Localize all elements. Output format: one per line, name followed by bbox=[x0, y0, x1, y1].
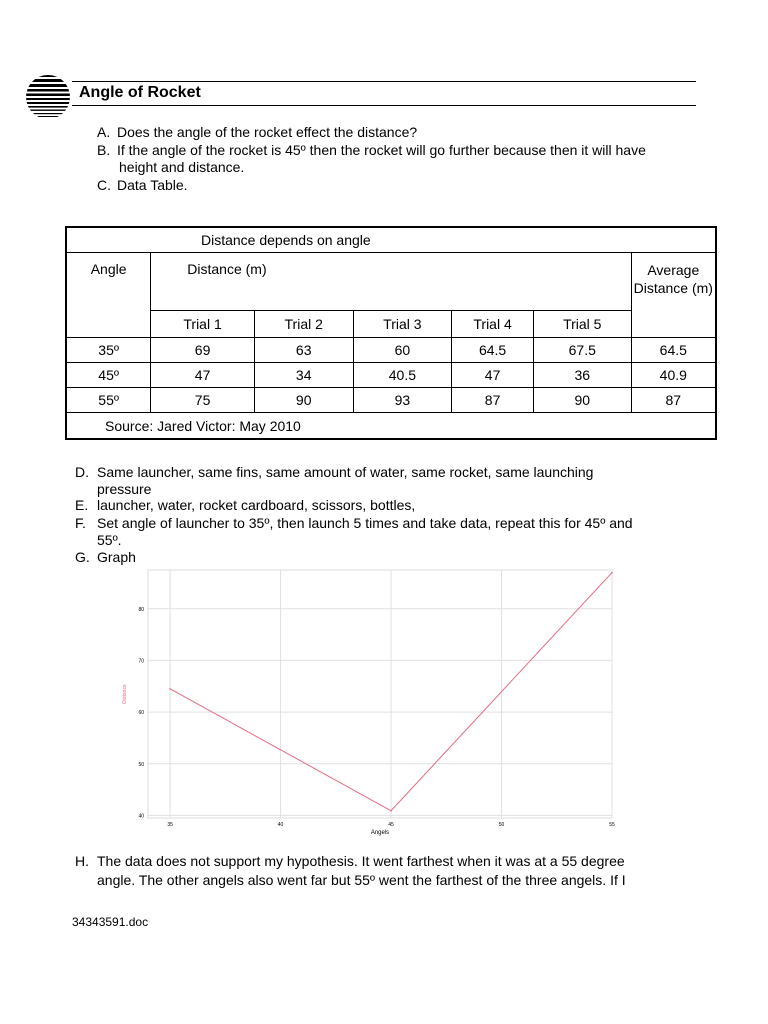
list-item-d-text: Same launcher, same fins, same amount of water, same rocket, same launching bbox=[97, 464, 594, 480]
question-a-label: A. bbox=[97, 124, 111, 140]
table-cell: 69 bbox=[151, 337, 255, 362]
y-tick-label: 50 bbox=[138, 761, 144, 768]
list-item-g-label: G. bbox=[75, 549, 90, 565]
question-b bbox=[97, 141, 646, 159]
list-item-h-label: H. bbox=[75, 853, 89, 869]
list-item-e-text: launcher, water, rocket cardboard, scissors, bottles, bbox=[97, 497, 416, 513]
data-point bbox=[169, 688, 171, 690]
table-source-row bbox=[66, 413, 716, 439]
list-item-e bbox=[75, 497, 415, 513]
list-item-e-label: E. bbox=[75, 497, 89, 513]
question-c-text: Data Table. bbox=[117, 177, 188, 193]
y-axis-label: Distance bbox=[122, 684, 128, 704]
list-item-f-continued: 55º. bbox=[97, 532, 122, 548]
y-tick-label: 70 bbox=[138, 658, 144, 665]
table-cell: 90 bbox=[533, 387, 631, 412]
x-axis-label: Angels bbox=[370, 830, 390, 836]
trial-5-header: Trial 5 bbox=[533, 311, 631, 337]
x-tick-label: 55 bbox=[609, 822, 615, 828]
table-row bbox=[66, 362, 716, 387]
table-row bbox=[66, 387, 716, 412]
distance-vs-angle-chart bbox=[118, 566, 618, 838]
question-c-label: C. bbox=[97, 177, 111, 193]
data-point bbox=[611, 572, 613, 574]
data-point bbox=[390, 810, 392, 812]
table-cell: 63 bbox=[254, 337, 353, 362]
table-cell: 87 bbox=[452, 387, 534, 412]
table-row bbox=[66, 337, 716, 362]
trial-3-header: Trial 3 bbox=[353, 311, 452, 337]
list-item-d bbox=[75, 463, 593, 481]
table-cell: 67.5 bbox=[533, 337, 631, 362]
row-angle: 45º bbox=[66, 362, 151, 387]
row-average: 40.9 bbox=[631, 362, 716, 387]
trial-1-header: Trial 1 bbox=[151, 311, 255, 337]
question-b-label: B. bbox=[97, 142, 111, 158]
title-rule-top bbox=[72, 81, 696, 82]
row-angle: 55º bbox=[66, 387, 151, 412]
table-cell: 64.5 bbox=[452, 337, 534, 362]
trial-2-header: Trial 2 bbox=[254, 311, 353, 337]
list-item-h-text: The data does not support my hypothesis. It went farthest when it was at a 55 degree bbox=[97, 853, 625, 869]
question-a-text: Does the angle of the rocket effect the distance? bbox=[117, 124, 418, 140]
x-tick-label: 35 bbox=[167, 822, 173, 828]
y-tick-label: 40 bbox=[138, 813, 144, 820]
row-angle: 35º bbox=[66, 337, 151, 362]
table-caption-row bbox=[66, 227, 716, 252]
table-header-row bbox=[66, 252, 716, 311]
list-item-f bbox=[75, 515, 633, 531]
list-item-h bbox=[75, 853, 625, 869]
table-source: Source: Jared Victor: May 2010 bbox=[66, 413, 716, 439]
question-a bbox=[97, 123, 417, 141]
question-c bbox=[97, 176, 188, 194]
x-tick-label: 50 bbox=[498, 822, 505, 828]
x-tick-label: 45 bbox=[388, 822, 394, 828]
table-cell: 40.5 bbox=[353, 362, 452, 387]
table-cell: 47 bbox=[452, 362, 534, 387]
angle-header: Angle bbox=[66, 252, 151, 337]
row-average: 64.5 bbox=[631, 337, 716, 362]
question-b-text: If the angle of the rocket is 45º then the rocket will go further because then it will have bbox=[117, 142, 646, 158]
list-item-d-label: D. bbox=[75, 464, 89, 480]
title-rule-bottom bbox=[72, 105, 696, 106]
footer-filename: 34343591.doc bbox=[72, 915, 149, 929]
table-cell: 47 bbox=[151, 362, 255, 387]
chart-frame bbox=[148, 570, 612, 818]
y-tick-label: 80 bbox=[138, 606, 144, 613]
page-title: Angle of Rocket bbox=[79, 84, 201, 101]
distance-header: Distance (m) bbox=[151, 252, 631, 311]
x-tick-label: 40 bbox=[277, 822, 284, 828]
table-caption: Distance depends on angle bbox=[66, 227, 716, 252]
table-cell: 90 bbox=[254, 387, 353, 412]
list-item-g-text: Graph bbox=[97, 549, 136, 565]
table-cell: 93 bbox=[353, 387, 452, 412]
table-cell: 75 bbox=[151, 387, 255, 412]
y-tick-label: 60 bbox=[138, 710, 144, 717]
row-average: 87 bbox=[631, 387, 716, 412]
table-cell: 36 bbox=[533, 362, 631, 387]
table-cell: 34 bbox=[254, 362, 353, 387]
list-item-f-label: F. bbox=[75, 515, 86, 531]
data-table bbox=[65, 226, 717, 440]
list-item-g bbox=[75, 549, 136, 565]
trial-header-row bbox=[66, 311, 716, 337]
list-item-h-continued: angle. The other angels also went far but 55º went the farthest of the three angels. If I bbox=[97, 872, 626, 888]
document-logo bbox=[25, 74, 71, 120]
table-cell: 60 bbox=[353, 337, 452, 362]
list-item-f-text: Set angle of launcher to 35º, then launch 5 times and take data, repeat this for 45º and bbox=[97, 515, 633, 531]
question-b-continued: height and distance. bbox=[119, 159, 245, 175]
trial-4-header: Trial 4 bbox=[452, 311, 534, 337]
average-header: Average Distance (m) bbox=[631, 252, 716, 337]
list-item-d-continued: pressure bbox=[97, 481, 152, 497]
